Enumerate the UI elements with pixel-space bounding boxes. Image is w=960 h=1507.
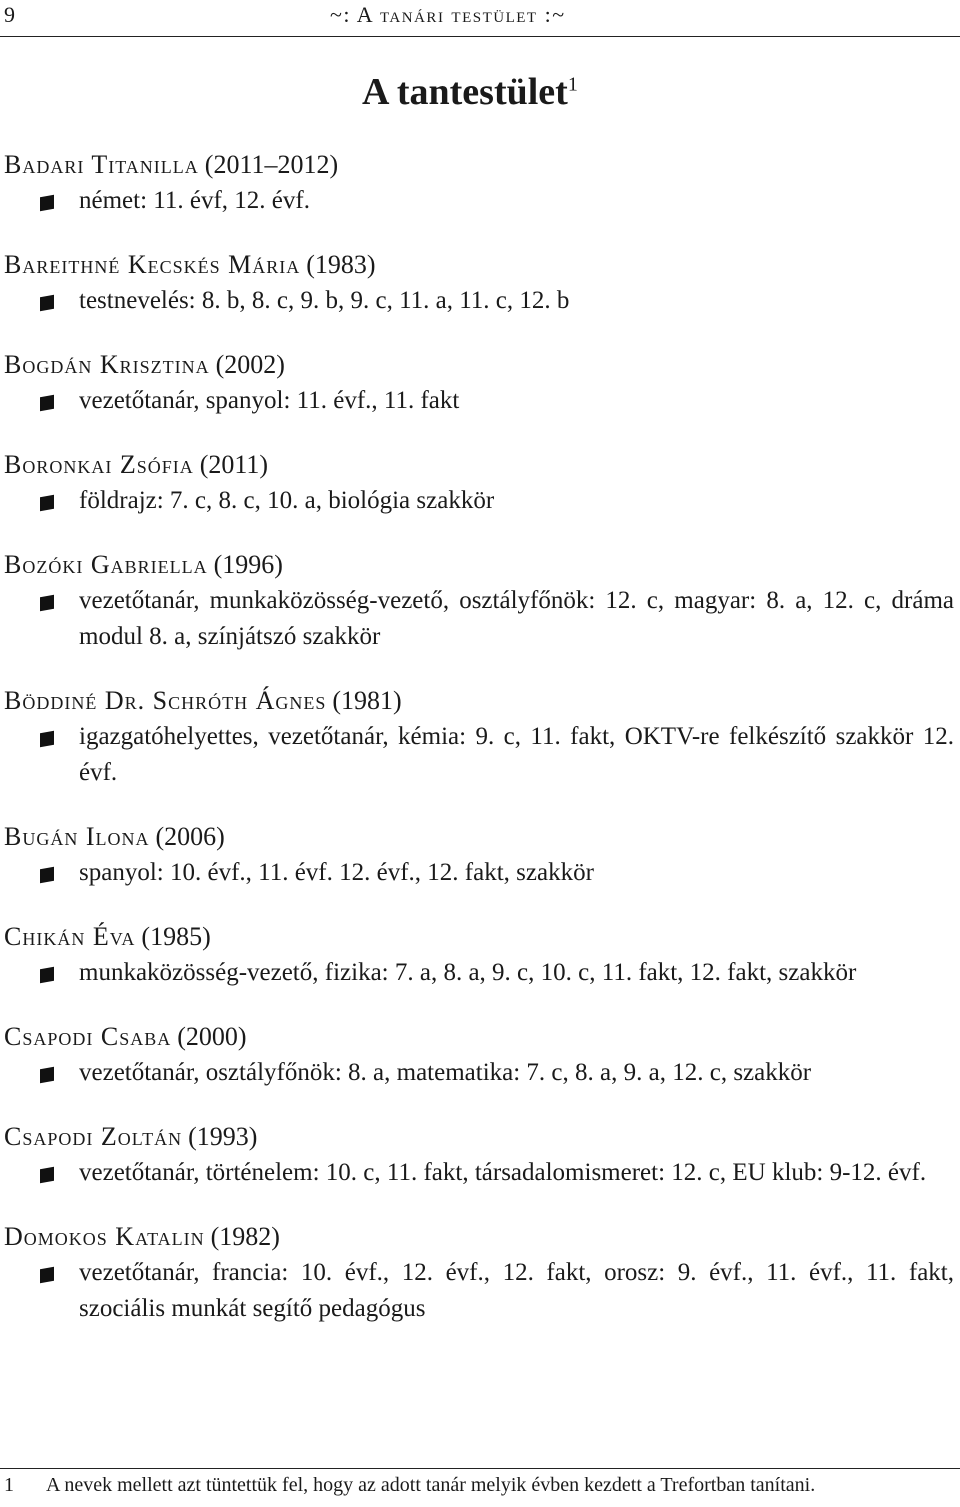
bullet-icon — [40, 1167, 54, 1183]
staff-entry — [0, 683, 960, 791]
staff-start-year: (1985) — [141, 922, 211, 951]
bullet-icon — [40, 595, 54, 611]
staff-entry — [0, 1019, 960, 1091]
staff-list — [0, 147, 960, 1355]
staff-name: Csapodi Csaba — [4, 1022, 172, 1051]
staff-name-line — [0, 1119, 960, 1155]
staff-name-line — [0, 683, 960, 719]
staff-name: Boronkai Zsófia — [4, 450, 194, 479]
staff-detail-text: német: 11. évf, 12. évf. — [79, 187, 310, 214]
staff-detail-text: igazgatóhelyettes, vezetőtanár, kémia: 9. c, 11. fakt, OKTV-re felkészítő szakkör 12. évf. — [79, 723, 954, 786]
staff-detail-text: spanyol: 10. évf., 11. évf. 12. évf., 12. fakt, szakkör — [79, 859, 594, 886]
staff-detail-text: munkaközösség-vezető, fizika: 7. a, 8. a, 9. c, 10. c, 11. fakt, 12. fakt, szakkör — [79, 959, 857, 986]
bullet-icon — [40, 1267, 54, 1283]
staff-detail-text: vezetőtanár, francia: 10. évf., 12. évf., 12. fakt, orosz: 9. évf., 11. évf., 11. fakt, szociális munkát segítő pedagógus — [79, 1259, 954, 1322]
staff-detail — [0, 483, 960, 519]
staff-start-year: (2002) — [215, 350, 285, 379]
staff-entry — [0, 819, 960, 891]
footnote — [4, 1474, 815, 1497]
staff-start-year: (1982) — [210, 1222, 280, 1251]
staff-detail-text: vezetőtanár, munkaközösség-vezető, osztályfőnök: 12. c, magyar: 8. a, 12. c, dráma modul 8. a, színjátszó szakkör — [79, 587, 954, 650]
staff-detail-text: vezetőtanár, spanyol: 11. évf., 11. fakt — [79, 387, 460, 414]
staff-start-year: (2006) — [155, 822, 225, 851]
staff-detail — [0, 855, 960, 891]
staff-entry — [0, 547, 960, 655]
staff-start-year: (2000) — [177, 1022, 247, 1051]
staff-detail-text: vezetőtanár, történelem: 10. c, 11. fakt, társadalomismeret: 12. c, EU klub: 9-12. évf. — [79, 1159, 927, 1186]
staff-name: Badari Titanilla — [4, 150, 199, 179]
page-header — [0, 0, 960, 37]
staff-name-line — [0, 447, 960, 483]
staff-detail — [0, 1055, 960, 1091]
staff-detail — [0, 719, 960, 791]
staff-detail — [0, 583, 960, 655]
staff-detail — [0, 1255, 960, 1327]
staff-name-line — [0, 919, 960, 955]
staff-name-line — [0, 819, 960, 855]
staff-name-line — [0, 347, 960, 383]
staff-name: Böddiné Dr. Schróth Ágnes — [4, 686, 327, 715]
bullet-icon — [40, 867, 54, 883]
staff-name-line — [0, 147, 960, 183]
footnote-text: A nevek mellett azt tüntettük fel, hogy az adott tanár melyik évben kezdett a Trefortban tanítani. — [46, 1474, 816, 1496]
staff-start-year: (2011) — [199, 450, 269, 479]
staff-entry — [0, 347, 960, 419]
staff-start-year: (1983) — [306, 250, 376, 279]
staff-name: Bugán Ilona — [4, 822, 150, 851]
staff-name: Bareithné Kecskés Mária — [4, 250, 301, 279]
staff-detail — [0, 283, 960, 319]
bullet-icon — [40, 1067, 54, 1083]
staff-name-line — [0, 1019, 960, 1055]
staff-detail — [0, 383, 960, 419]
staff-name: Chikán Éva — [4, 922, 136, 951]
bullet-icon — [40, 395, 54, 411]
staff-detail — [0, 183, 960, 219]
staff-entry — [0, 147, 960, 219]
staff-entry — [0, 1219, 960, 1327]
staff-name: Bozóki Gabriella — [4, 550, 208, 579]
bullet-icon — [40, 295, 54, 311]
staff-entry — [0, 447, 960, 519]
staff-name: Csapodi Zoltán — [4, 1122, 183, 1151]
bullet-icon — [40, 495, 54, 511]
footnote-divider — [0, 1468, 960, 1469]
footnote-mark: 1 — [4, 1474, 14, 1496]
staff-detail-text: vezetőtanár, osztályfőnök: 8. a, matematika: 7. c, 8. a, 9. a, 12. c, szakkör — [79, 1059, 812, 1086]
staff-name-line — [0, 247, 960, 283]
staff-entry — [0, 919, 960, 991]
staff-name: Domokos Katalin — [4, 1222, 205, 1251]
staff-detail — [0, 1155, 960, 1191]
staff-entry — [0, 247, 960, 319]
staff-start-year: (1996) — [213, 550, 283, 579]
staff-start-year: (1993) — [188, 1122, 258, 1151]
staff-detail-text: testnevelés: 8. b, 8. c, 9. b, 9. c, 11. a, 11. c, 12. b — [79, 287, 570, 314]
footnote-reference: 1 — [567, 73, 578, 96]
bullet-icon — [40, 195, 54, 211]
staff-start-year: (2011–2012) — [204, 150, 339, 179]
bullet-icon — [40, 967, 54, 983]
bullet-icon — [40, 731, 54, 747]
staff-name-line — [0, 547, 960, 583]
staff-detail-text: földrajz: 7. c, 8. c, 10. a, biológia szakkör — [79, 487, 495, 514]
staff-start-year: (1981) — [332, 686, 402, 715]
staff-detail — [0, 955, 960, 991]
page-number: 9 — [4, 2, 15, 27]
staff-name-line — [0, 1219, 960, 1255]
staff-entry — [0, 1119, 960, 1191]
page-title-text: A tantestület — [362, 71, 568, 113]
running-head: ~: A tanári testület :~ — [330, 2, 566, 27]
staff-name: Bogdán Krisztina — [4, 350, 210, 379]
page-title — [362, 70, 578, 114]
